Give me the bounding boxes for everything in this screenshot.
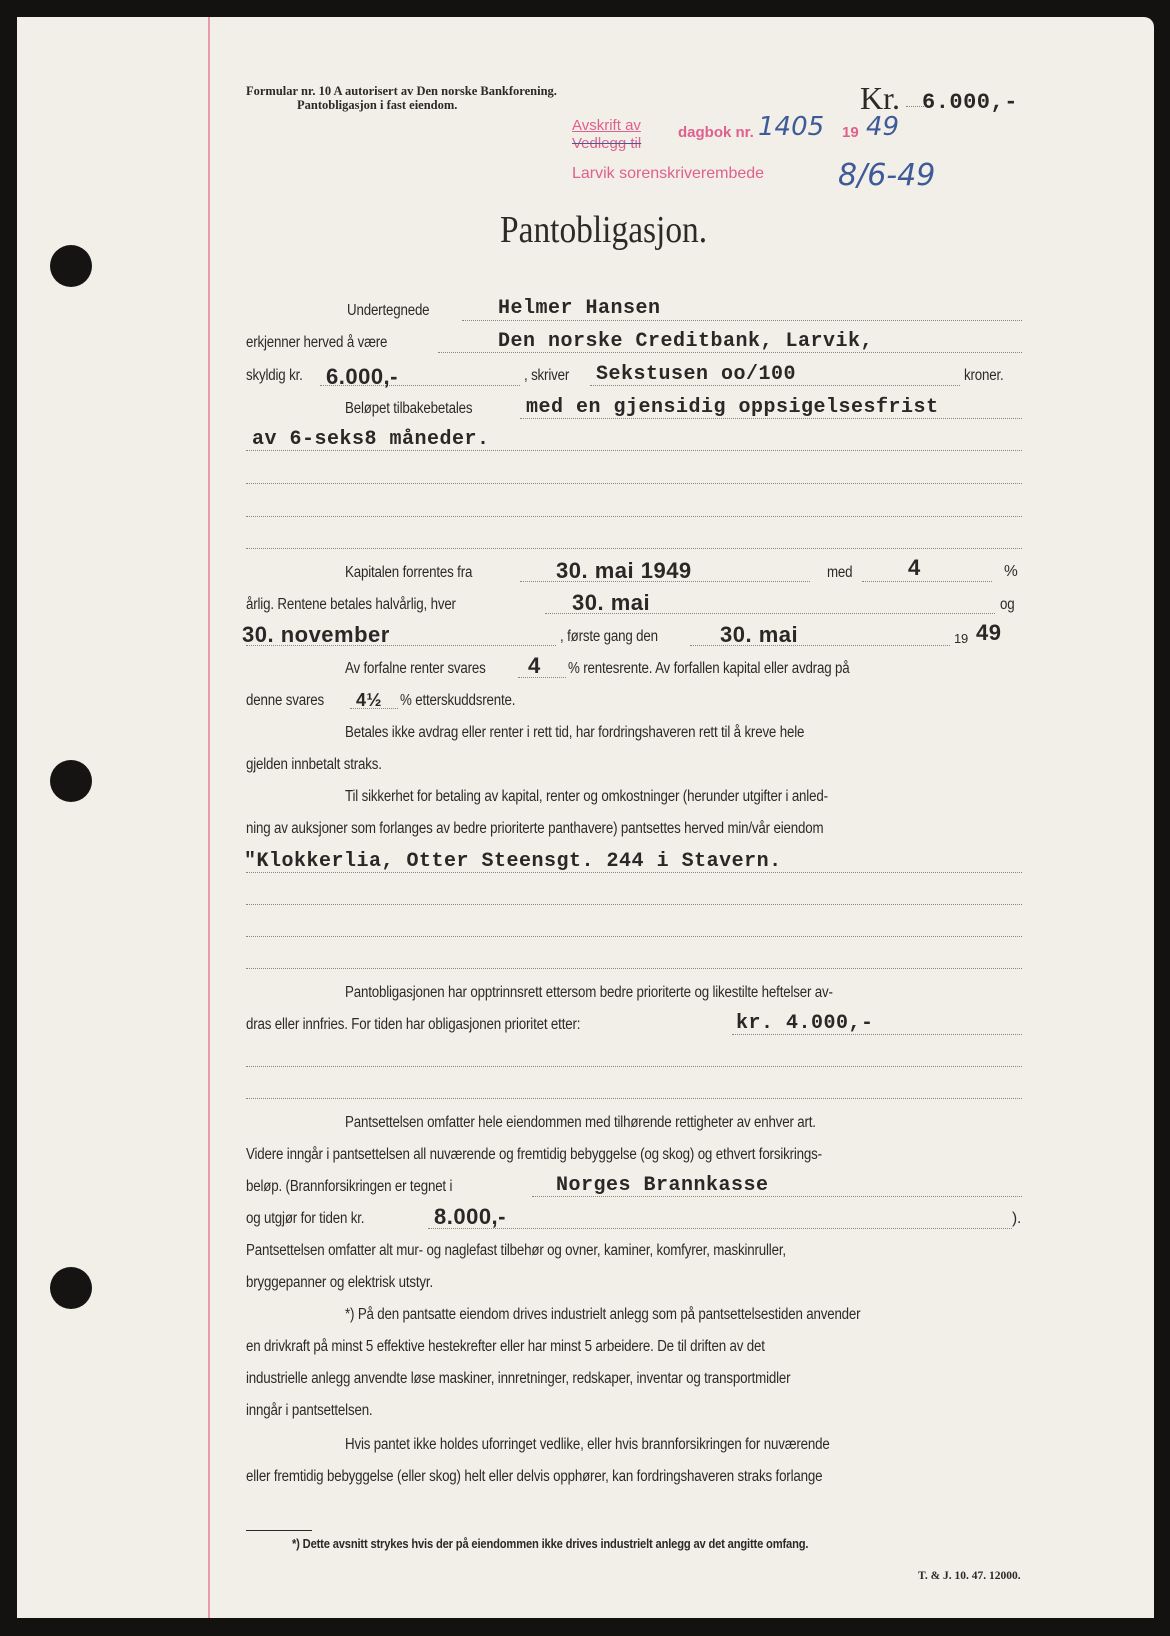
industri-line-4: inngår i pantsettelsen. [246,1402,373,1419]
forste-label: , første gang den [560,628,658,645]
etterskudd-label: % etterskuddsrente. [400,692,516,709]
punch-hole [50,760,92,802]
dagbok-number: 1405 [758,112,825,142]
skriver-value: Sekstusen oo/100 [596,363,797,386]
prioritet-value: kr. 4.000,- [736,1012,874,1035]
dotted-line [246,904,1022,905]
tilbehor-line-2: bryggepanner og elektrisk utstyr. [246,1274,433,1291]
dotted-line [246,1066,1022,1067]
forste-year: 49 [976,620,1002,645]
hvis-line-2: eller fremtidig bebyggelse (eller skog) helt eller delvis opphører, kan fordringshaveren straks forlange [246,1468,823,1485]
rentesrente-label: % rentesrente. Av forfallen kapital eller avdrag på [568,660,850,677]
footnote-rule [246,1530,312,1531]
stamp-avskrift: Avskrift av [572,117,641,134]
hvis-line-1: Hvis pantet ikke holdes uforringet vedlike, eller hvis brannforsikringen for nuværende [345,1436,830,1453]
tilbehor-line-1: Pantsettelsen omfatter alt mur- og naglefast tilbehør og ovner, kaminer, komfyrer, maskinruller, [246,1242,786,1259]
omfatter-line-4: og utgjør for tiden kr. [246,1210,365,1227]
dotted-line [428,1228,1012,1229]
undertegnede-label: Undertegnede [347,302,430,319]
forfalne-label: Av forfalne renter svares [345,660,486,677]
industri-line-2: en drivkraft på minst 5 effektive hestekrefter eller har minst 5 arbeidere. De til driften av det [246,1338,765,1355]
omfatter-line-1: Pantsettelsen omfatter hele eiendommen med tilhørende rettigheter av enhver art. [345,1114,816,1131]
halvarlig-value-2: 30. november [242,622,390,647]
omfatter-line-2: Videre inngår i pantsettelsen all nuværende og fremtidig bebyggelse (og skog) og ethvert forsikrings- [246,1146,822,1163]
tilbake-label: Beløpet tilbakebetales [345,400,473,417]
opptrinn-line-2: dras eller innfries. For tiden har obligasjonen prioritet etter: [246,1016,581,1033]
omfatter-line-4-end: ). [1012,1210,1022,1227]
amount-label: Kr. [860,80,900,116]
eiendom-value: "Klokkerlia, Otter Steensgt. 244 i Stavern. [244,850,782,873]
amount-value: 6.000,- [922,90,1018,115]
punch-hole [50,245,92,287]
betales-line-2: gjelden innbetalt straks. [246,756,382,773]
kroner-label: kroner. [964,367,1004,384]
industri-line-3: industrielle anlegg anvendte løse maskiner, innretninger, redskaper, inventar og transportmidler [246,1370,791,1387]
dagbok-year: 49 [866,112,900,142]
stamp-year-prefix: 19 [842,124,859,141]
undertegnede-value: Helmer Hansen [498,297,661,320]
skyldig-label: skyldig kr. [246,367,303,384]
dotted-line [246,1098,1022,1099]
industri-line-1: *) På den pantsatte eiendom drives industrielt anlegg som på pantsettelsestiden anvender [345,1306,861,1323]
stamp-vedlegg: Vedlegg til [572,135,642,152]
sikkerhet-line-1: Til sikkerhet for betaling av kapital, renter og omkostninger (herunder utgifter i anled- [345,788,828,805]
omfatter-line-3: beløp. (Brannforsikringen er tegnet i [246,1178,453,1195]
stamp-dagbok: dagbok nr. [678,124,754,141]
margin-line [208,17,210,1618]
footnote: *) Dette avsnitt strykes hvis der på eiendommen ikke drives industrielt anlegg av det angitte omfang. [292,1536,809,1551]
sikkerhet-line-2: ning av auksjoner som forlanges av bedre prioriterte panthavere) pantsettes herved min/vår eiendom [246,820,824,837]
betales-line-1: Betales ikke avdrag eller renter i rett tid, har fordringshaveren rett til å kreve hele [345,724,805,741]
opptrinn-line-1: Pantobligasjonen har opptrinnsrett ettersom bedre prioriterte og likestilte heftelser av- [345,984,833,1001]
dotted-line [518,677,566,678]
erkjenner-label: erkjenner herved å være [246,334,388,351]
form-id-line: Formular nr. 10 A autorisert av Den norske Bankforening. [246,84,557,98]
form-type-line: Pantobligasjon i fast eiendom. [297,98,458,112]
punch-hole [50,1267,92,1309]
arlig-label: årlig. Rentene betales halvårlig, hver [246,596,456,613]
etterskudd-value: 4½ [356,690,383,710]
forsikring-value: 8.000,- [434,1204,506,1229]
tilbake-value-2: av 6-seks8 måneder. [252,428,490,451]
dotted-line [462,320,1022,321]
tilbake-value-1: med en gjensidig oppsigelsesfrist [526,396,939,419]
year-prefix: 19 [954,631,969,646]
halvarlig-value-1: 30. mai [572,590,651,615]
dotted-line [246,516,1022,517]
og-label: og [1000,596,1015,613]
dotted-line [246,548,1022,549]
dotted-line [246,968,1022,969]
dotted-line [246,936,1022,937]
stamp-date: 8/6-49 [838,158,936,193]
med-label: med [827,564,853,581]
rentesrente-value: 4 [528,653,541,678]
dotted-line [862,581,992,582]
document-title: Pantobligasjon. [500,209,708,251]
erkjenner-value: Den norske Creditbank, Larvik, [498,330,874,353]
brannkasse-value: Norges Brannkasse [556,1174,769,1197]
denne-label: denne svares [246,692,324,709]
stamp-office: Larvik sorenskriverembede [572,165,765,182]
skyldig-value: 6.000,- [326,364,398,389]
rate-value: 4 [908,555,921,580]
printer-mark: T. & J. 10. 47. 12000. [918,1570,1021,1582]
percent-sign: % [1004,563,1018,580]
kapital-label: Kapitalen forrentes fra [345,564,473,581]
kapital-from-value: 30. mai 1949 [556,558,692,583]
dotted-line [246,483,1022,484]
skriver-label: , skriver [524,367,570,384]
forste-value: 30. mai [720,622,799,647]
